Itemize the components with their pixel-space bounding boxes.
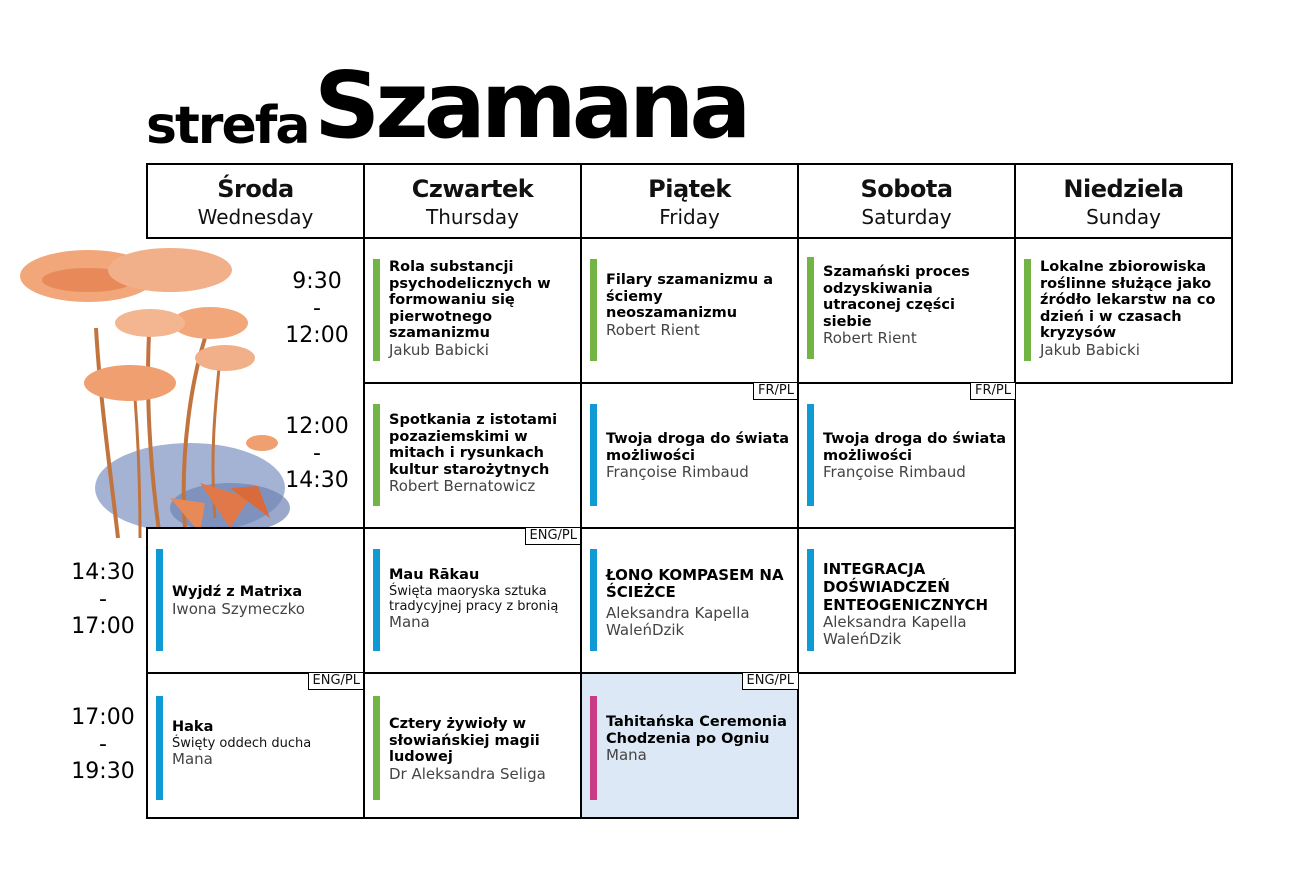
event-title: Szamański proces odzyskiwania utraconej części siebie [823,264,970,330]
event-card-thu2[interactable] [363,382,582,529]
time-separator: - [99,587,107,612]
event-person: Françoise Rimbaud [606,463,749,481]
time-end: 12:00 [285,323,349,348]
event-subtitle: Święty oddech ducha [172,735,312,751]
event-card-sat3[interactable] [797,527,1016,674]
event-title: Twoja droga do świata możliwości [606,431,790,464]
event-person: Dr Aleksandra Seliga [389,764,546,783]
time-slot-2 [272,413,362,494]
title-big: Szamana [314,52,747,159]
language-tag: FR/PL [753,382,799,400]
day-name-pl: Piątek [648,175,731,203]
event-person: Mana [606,746,647,764]
event-color-bar [373,696,380,800]
time-start: 17:00 [71,705,135,730]
event-card-sat2[interactable] [797,382,1016,529]
day-header-thursday [363,163,582,239]
event-color-bar [373,549,380,651]
day-name-en: Thursday [426,205,519,229]
event-color-bar [1024,259,1031,361]
title-small: strefa [146,96,309,156]
event-title: Twoja droga do świata możliwości [823,431,1007,464]
event-title: Cztery żywioły w słowiańskiej magii ludowej [389,716,540,765]
mushroom-illustration [0,238,310,538]
event-color-bar [156,549,163,651]
event-card-thu1[interactable] [363,237,582,384]
event-title: Spotkania z istotami pozaziemskimi w mitach i rysunkach kultur starożytnych [389,412,558,478]
event-title: Mau Rākau [389,567,480,583]
event-title: Rola substancji psychodelicznych w formowaniu się pierwotnego szamanizmu [389,259,551,341]
day-header-saturday [797,163,1016,239]
language-tag: ENG/PL [525,527,582,545]
event-card-fri3[interactable] [580,527,799,674]
day-name-en: Wednesday [197,205,314,229]
event-person: Robert Bernatowicz [389,477,536,495]
event-card-wed4[interactable] [146,672,365,819]
event-card-fri4[interactable] [580,672,799,819]
event-title: Haka [172,719,214,735]
event-person: Iwona Szymeczko [172,599,305,618]
event-color-bar [373,404,380,506]
time-slot-1 [272,268,362,349]
event-person: Robert Rient [606,320,700,339]
event-title: ŁONO KOMPASEM NA ŚCIEŻCE [606,566,784,601]
event-person: Robert Rient [823,329,917,347]
event-person: Aleksandra Kapella WaleńDzik [823,613,967,648]
day-name-en: Friday [659,205,720,229]
language-tag: FR/PL [970,382,1016,400]
language-tag: ENG/PL [308,672,365,690]
event-title: Lokalne zbiorowiska roślinne służące jako źródło lekarstw na co dzień i w czasach kryzysów [1040,259,1216,341]
event-color-bar [590,404,597,506]
event-card-fri2[interactable] [580,382,799,529]
event-title: Tahitańska Ceremonia Chodzenia po Ogniu [606,714,787,747]
event-person: Jakub Babicki [1040,340,1140,359]
time-separator: - [99,732,107,757]
time-slot-3 [58,559,148,640]
event-title: INTEGRACJA DOŚWIADCZEŃ ENTEOGENICZNYCH [823,560,989,614]
event-title: Filary szamanizmu a ściemy neoszamanizmu [606,272,774,321]
event-subtitle: Święta maoryska sztuka tradycyjnej pracy z bronią [389,583,559,614]
time-end: 19:30 [71,759,135,784]
time-start: 14:30 [71,560,135,585]
event-card-fri1[interactable] [580,237,799,384]
event-card-thu3[interactable] [363,527,582,674]
time-separator: - [313,441,321,466]
event-color-bar [590,259,597,361]
event-person: Jakub Babicki [389,340,489,359]
time-start: 9:30 [292,269,342,294]
language-tag: ENG/PL [742,672,799,690]
event-color-bar [807,404,814,506]
event-color-bar [807,257,814,359]
time-end: 17:00 [71,614,135,639]
day-name-pl: Środa [217,175,294,203]
day-name-pl: Czwartek [411,175,534,203]
day-name-pl: Sobota [860,175,953,203]
event-person: Mana [172,749,213,768]
day-name-pl: Niedziela [1063,175,1184,203]
event-color-bar [156,696,163,800]
day-name-en: Sunday [1086,205,1161,229]
event-card-wed3[interactable] [146,527,365,674]
event-color-bar [590,696,597,800]
time-separator: - [313,296,321,321]
event-color-bar [807,549,814,651]
event-card-sun1[interactable] [1014,237,1233,384]
event-card-thu4[interactable] [363,672,582,819]
event-person: Aleksandra Kapella WaleńDzik [606,604,750,639]
event-color-bar [590,549,597,651]
event-title: Wyjdź z Matrixa [172,584,303,600]
event-person: Mana [389,612,430,631]
event-person: Françoise Rimbaud [823,463,966,481]
day-header-sunday [1014,163,1233,239]
time-start: 12:00 [285,414,349,439]
day-header-wednesday [146,163,365,239]
time-end: 14:30 [285,468,349,493]
day-header-friday [580,163,799,239]
time-slot-4 [58,704,148,785]
event-color-bar [373,259,380,361]
event-card-sat1[interactable] [797,237,1016,384]
day-name-en: Saturday [861,205,952,229]
